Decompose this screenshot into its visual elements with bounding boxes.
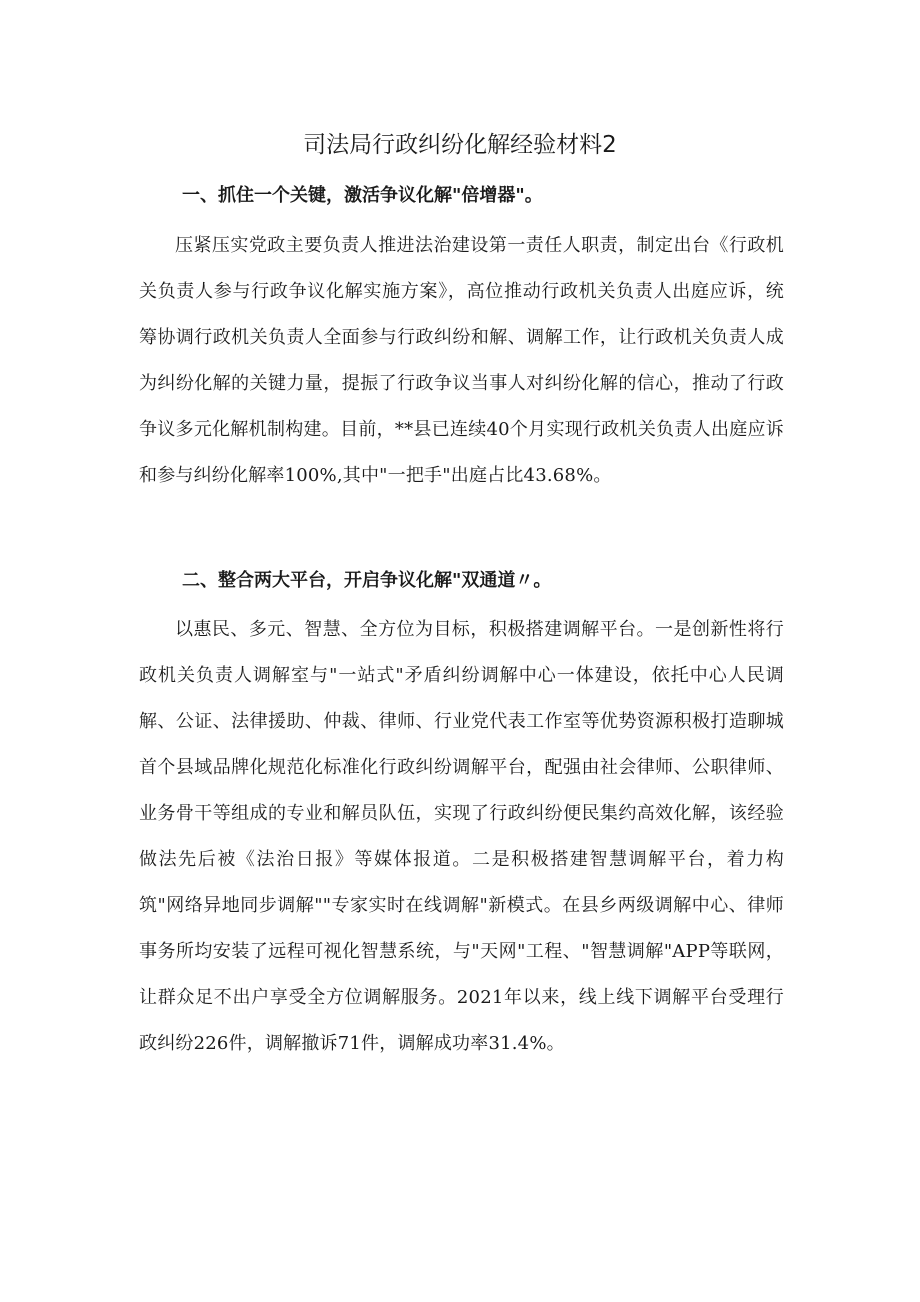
section-2-paragraph: 以惠民、多元、智慧、全方位为目标，积极搭建调解平台。一是创新性将行政机关负责人调解室与"一站式"矛盾纠纷调解中心一体建设，依托中心人民调解、公证、法律援助、仲裁、律师、行业党代表工作室等优势资源积极打造聊城首个县域品牌化规范化标准化行政纠纷调解平台，配强由社会律师、公职律师、业务骨干等组成的专业和解员队伍，实现了行政纠纷便民集约高效化解，该经验做法先后被《法治日报》等媒体报道。二是积极搭建智慧调解平台，着力构筑"网络异地同步调解""专家实时在线调解"新模式。在县乡两级调解中心、律师事务所均安装了远程可视化智慧系统，与"天网"工程、"智慧调解"APP等联网，让群众足不出户享受全方位调解服务。2021年以来，线上线下调解平台受理行政纠纷226件，调解撤诉71件，调解成功率31.4%。: [139, 619, 784, 1054]
section-1-heading: 一、抓住一个关键，激活争议化解"倍增器"。: [182, 185, 543, 206]
section-2-heading: 二、整合两大平台，开启争议化解"双通道〃。: [182, 570, 552, 591]
section-1-paragraph: 压紧压实党政主要负责人推进法治建设第一责任人职责，制定出台《行政机关负责人参与行政争议化解实施方案》，高位推动行政机关负责人出庭应诉，统筹协调行政机关负责人全面参与行政纠纷和解、调解工作，让行政机关负责人成为纠纷化解的关键力量，提振了行政争议当事人对纠纷化解的信心，推动了行政争议多元化解机制构建。目前，**县已连续40个月实现行政机关负责人出庭应诉和参与纠纷化解率100%,其中"一把手"出庭占比43.68%。: [139, 235, 784, 486]
document-title: 司法局行政纠纷化解经验材料2: [303, 132, 617, 158]
